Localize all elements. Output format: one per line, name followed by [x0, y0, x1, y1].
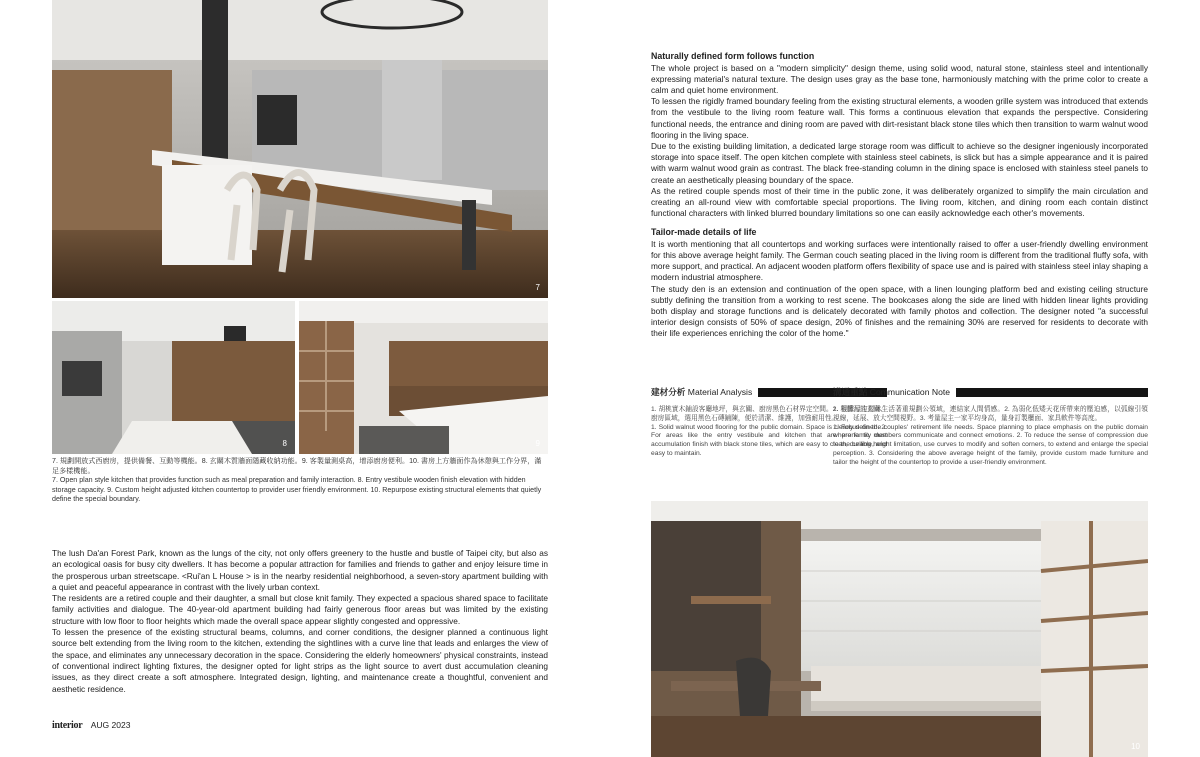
communication-text-zh: 1. 根據屋主退休生活著重規劃公領域，連結家人間情感。2. 為弱化低矮天花所帶來的壓迫感，以弧線引領視線，延展、放大空間視野。3. 考量屋主一家平均身高，量身訂製櫃面、家具軟件等高度。 [833, 406, 1148, 422]
shelves-photo [299, 301, 548, 454]
photo-number-7: 7 [535, 283, 540, 292]
page-footer [52, 720, 130, 731]
communication-text-en: 1. Focus on the couples' retirement life needs. Space planning to place emphasis on the public domain where family members communicate and connect emotions. 2. To reduce the sense of compression due to the ceiling height limitation, use curves to modify and soften corners, to extend and enlarge the special perception. 3. Considering the above average height of the family, provide custom made furniture and tailor the height of the countertop to provide a user-friendly environment. [833, 423, 1148, 466]
vestibule-photo [52, 301, 295, 454]
left-paragraph-3: To lessen the presence of the existing structural beams, columns, and corner conditions, the designer planned a continuous light source belt extending from the living room to the kitchen, extending the sightlines with a curve line that leads and enlarges the view of the space, and eliminates any unnecessary decoration in the space. Considering the elderly homeowners' physical constraints, instead of conventional indirect lighting fixtures, the designer opted for light strips as the light source to avert dust accumulation cleaning issues, as they direct create a soft atmosphere. Integrated design, lighting, and maintenance create a thoughtful, convenient and aesthetic residence. [52, 627, 548, 694]
section-1-paragraph-2: To lessen the rigidly framed boundary feeling from the existing structural elements, a wooden grille system was introduced that extends from the vestibule to the living room feature wall. This forms a continuous elevation that expands the perspective. Considering functional needs, the entrance and dining room are paved with dirt-resistant black stone tiles which then transition to warm walnut wood flooring in the living space. [651, 96, 1148, 140]
material-title-zh: 建材分析 [651, 387, 686, 397]
section-1-paragraph-4: As the retired couple spends most of their time in the public zone, it was deliberately organized to simplify the main circulation and creating an all-round view with comfortable special proportions. The living room, kitchen, and dining room each contain distinct functional characters with linked blurred boundary limitations so one can easily acknowledge each other's movements. [651, 185, 1148, 219]
left-paragraph-1: The lush Da'an Forest Park, known as the lungs of the city, not only offers greenery to the hustle and bustle of Taipei city, but also as an ecological oasis for busy city dwellers. It has become a popular attraction for families and friends to gather and enjoy leisure time in the prosperous urban streetscape. <Rui'an L House > is in the nearby residential neighborhood, a seven-story apartment building with a quiet and peaceful appearance in contrast with the lively urban context. [52, 548, 548, 592]
section-1-heading: Naturally defined form follows function [651, 51, 815, 61]
right-body-text [651, 51, 1148, 340]
material-text-zh: 1. 胡桃實木鋪設客廳地坪，與玄關、廚房黑色石材界定空間。2. 易髒污的玄關、廚房區域，選用黑色石磚鋪陳，便於清潔、維護，加強耐用性。 [651, 406, 887, 422]
section-2-paragraph-2: The study den is an extension and continuation of the open space, with a linen lounging platform bed and existing ceiling structure subtly defining the transition from a working to rest scene. The bookcases along the side are lined with hidden linear lights providing both display and storage functions and is delicately decorated with family photos and collection. The designer noted "a successful interior design consists of 50% of space design, 20% of finishes and the remaining 30% are reserved for residents to decorate with their life experiences enriching the color of the home." [651, 283, 1148, 339]
material-title-en: Material Analysis [687, 387, 753, 397]
photo-caption [52, 457, 548, 505]
left-paragraph-2: The residents are a retired couple and their daughter, a small but close knit family. They expected a spacious shared space to facilitate family activities and dialogue. The 40-year-old apartment building had fairly generous floor areas but was limited by the existing structure with low floor to floor heights which made the overall space appear slightly congested and oppressive. [52, 593, 548, 626]
photo-number-9: 9 [535, 439, 540, 448]
section-1-paragraph-1: The whole project is based on a "modern simplicity" design theme, using solid wood, natural stone, stainless steel and intentionally expressing material's natural texture. The design uses gray as the base tone, harmoniously matching with the prime color to create a calm and quiet home environment. [651, 62, 1148, 95]
caption-english: 7. Open plan style kitchen that provides function such as meal preparation and family interaction. 8. Entry vestibule wooden finish elevation with hidden storage capacity. 9. Custom height adjusted kitchen countertop to provider user friendly environment. 10. Repurpose existing structural elements that quietly define the special boundary. [52, 476, 542, 504]
photo-number-8: 8 [282, 439, 287, 448]
section-2-heading: Tailor-made details of life [651, 227, 757, 238]
left-body-text [52, 548, 548, 695]
issue-date: AUG 2023 [90, 720, 131, 730]
kitchen-photo-main [52, 0, 548, 298]
communication-title-bar [956, 388, 1148, 397]
communication-title-en: Communication Note [869, 387, 951, 397]
communication-title-zh: 溝通重點 [833, 387, 868, 397]
caption-chinese: 7. 規劃開放式西廚房，提供備餐、互動等機能。8. 玄關木質牆面隱藏收納功能。9. 客製量測桌高，增添廚房便利。10. 書房上方牆面作為休憩與工作分界，滿足多樣機能。 [52, 457, 542, 475]
magazine-brand: interior [52, 720, 83, 731]
section-2-paragraph-1: It is worth mentioning that all countertops and working surfaces were intentionally raised to offer a user-friendly dwelling environment for this above average height family. The German couch seating placed in the living room is different from the traditional fluffy sofa, with more support, and practical. An adjacent wooden platform offers flexibility of space use and is paired with stainless steel inlay shaping a modern industrial atmosphere. [651, 238, 1149, 283]
section-1-paragraph-3: Due to the existing building limitation, a dedicated large storage room was difficult to achieve so the designer ingeniously incorporated storage into space itself. The open kitchen complete with stainless steel cabinets, is slick but has a simple appearance and it is paired with warm walnut wood grain as contrast. The black free-standing column in the dining space is enclosed with stainless steel panels to create an aesthetically pleasing boundary of the space. [651, 140, 1148, 185]
photo-number-10: 10 [1131, 742, 1140, 751]
study-den-photo [651, 501, 1148, 757]
material-text-en: 1. Solid walnut wood flooring for the public domain. Space is clearly defined. 2. For areas like the entry vestibule and kitchen that are prone to dust accumulation finish with black stone tiles, which are easy to clean, durable, and easy to maintain. [651, 423, 887, 457]
communication-note-box [833, 384, 1148, 468]
